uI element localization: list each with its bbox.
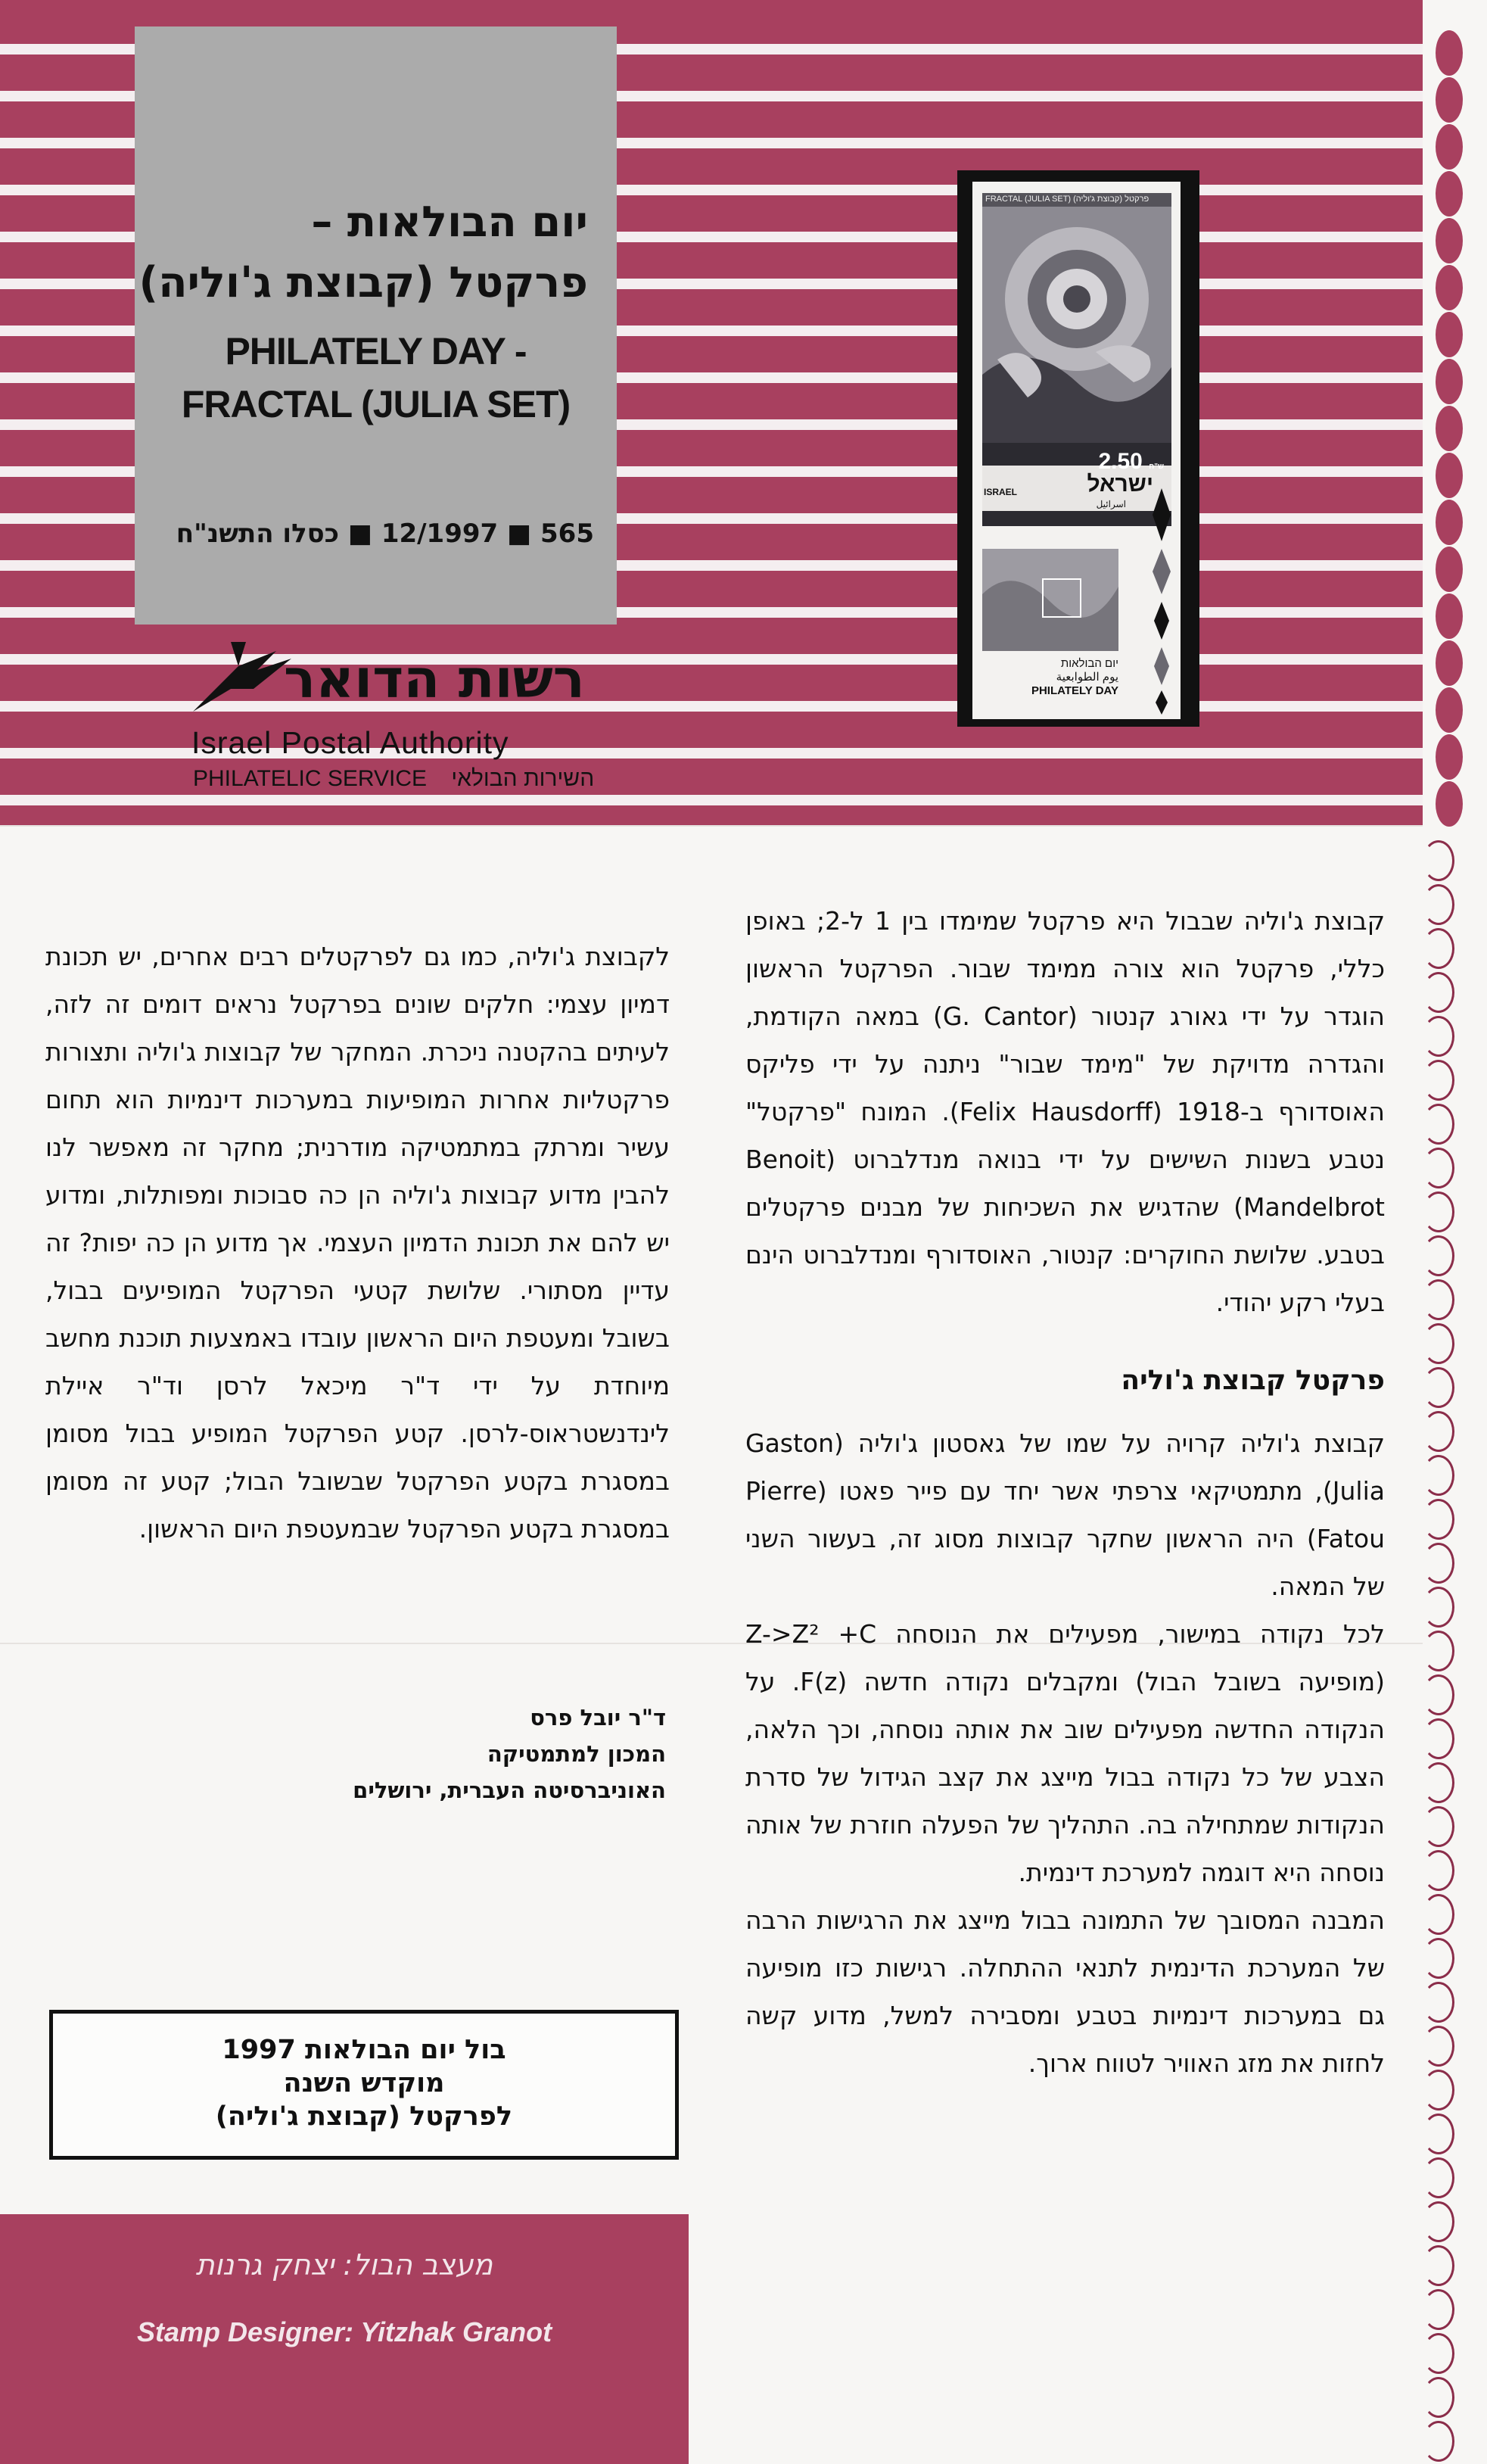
author-institute: המכון למתמטיקה — [487, 1741, 666, 1767]
perforation-arc — [1423, 1016, 1454, 1057]
perforation-arc — [1423, 2289, 1454, 2330]
perforation-tooth — [1436, 406, 1463, 451]
diamond-ornaments — [1146, 484, 1177, 719]
perforation-arc — [1423, 972, 1454, 1013]
perforation-arc — [1423, 1762, 1454, 1803]
perforation-tooth — [1436, 453, 1463, 498]
right-column — [745, 897, 1385, 2087]
perforation-arc — [1423, 1938, 1454, 1979]
perforation-arc — [1423, 1543, 1454, 1584]
designer-band — [0, 2214, 689, 2464]
stamp-header-text: FRACTAL (JULIA SET) (פרקטל (קבוצת ג'וליה — [985, 195, 1149, 204]
stamp-value: ש"ח 2.50 — [1098, 449, 1164, 474]
perforation-tooth — [1436, 312, 1463, 357]
perforation-arc — [1423, 2157, 1454, 2198]
left-column — [45, 933, 670, 1553]
separator-square-icon: ■ — [507, 519, 532, 549]
perforation-arcs — [1423, 825, 1487, 2464]
perforation-tooth — [1436, 593, 1463, 639]
perforation-arc — [1423, 1235, 1454, 1276]
perforation-arc — [1423, 1411, 1454, 1452]
designer-hebrew: מעצב הבול: יצחק גרנות — [195, 2248, 493, 2282]
intro-paragraph: קבוצת ג'וליה שבבול היא פרקטל שמימדו בין 1 ל-2; באופן כללי, פרקטל הוא צורה ממימד שבור. הפרקטל הראשון הוגדר על ידי גאורג קנטור (G. Cantor) במאה הקודמת, והגדרה מדויקת של "מימד שבור" ניתנה על ידי פליקס האוסדורף ב-1918 (Felix Hausdorff). המונח "פרקטל" נטבע בשנות השישים על ידי בנואה מנדלברוט (Benoit Mandelbrot) שהדגיש את השכיחות של מבנים פרקטלים בטבע. שלושת החוקרים: קנטור, האוסדורף ומנדלברוט הינם בעלי רקע יהודי. — [745, 906, 1386, 1317]
perforation-tooth — [1436, 218, 1463, 263]
box-line-2: מוקדש השנה — [283, 2068, 445, 2098]
perforation-arc — [1423, 884, 1454, 925]
perforation-arc — [1423, 1718, 1454, 1759]
fold-line — [0, 825, 1423, 827]
perforation-tooth — [1436, 734, 1463, 780]
tab-caption-hebrew: יום הבולאות — [1060, 657, 1118, 670]
issue-line — [176, 519, 594, 549]
service-english: PHILATELIC SERVICE — [193, 766, 427, 791]
perforation-arc — [1423, 2333, 1454, 2374]
perforation-arc — [1423, 1499, 1454, 1540]
perforation-arc — [1423, 1806, 1454, 1847]
stamp-currency: ש"ח — [1149, 463, 1164, 471]
separator-square-icon: ■ — [347, 519, 372, 549]
perforation-arc — [1423, 1060, 1454, 1101]
perforation-tooth — [1436, 124, 1463, 170]
perforation-arc — [1423, 1631, 1454, 1671]
issue-hebrew-date: כסלו התשנ"ח — [176, 519, 340, 549]
title-english-line1: PHILATELY DAY - — [225, 330, 527, 372]
perforation-arc — [1423, 840, 1454, 881]
perforation-arc — [1423, 1367, 1454, 1408]
philatelic-service — [193, 766, 594, 792]
perforation-arc — [1423, 2201, 1454, 2242]
perforation-arc — [1423, 1850, 1454, 1891]
perforation-arc — [1423, 1279, 1454, 1320]
perforation-tooth — [1436, 547, 1463, 592]
perforation-arc — [1423, 2070, 1454, 2110]
perforation-arc — [1423, 1455, 1454, 1496]
self-similarity-paragraph: לקבוצת ג'וליה, כמו גם לפרקטלים רבים אחרים, יש תכונת דמיון עצמי: חלקים שונים בפרקטל נראים דומים זה לזה, לעיתים בהקטנה ניכרת. המחקר של קבוצות ג'וליה ותצורות פרקטליות אחרות המופיעות במערכות דינמיות הוא תחום עשיר ומרתק במתמטיקה מודרנית; מחקר זה מאפשר לנו להבין מדוע קבוצות ג'וליה הן כה סבוכות ומפותלות, ומדוע יש להם את תכונת הדמיון העצמי. אך מדוע הן כה יפות? זה עדיין מסתורי. שלושת קטעי הפרקטל המופיעים בבול, בשובל ומעטפת היום הראשון עובדו באמצעות תוכנת מחשב מיוחדת על ידי ד"ר מיכאל לרסן וד"ר איילת לינדנשטראוס-לרסן. קטע הפרקטל המופיע בבול מסומן במסגרת בקטע הפרקטל שבשובל הבול; קטע זה מסומן במסגרת בקטע הפרקטל שבמעטפת היום הראשון. — [45, 942, 670, 1544]
title-english-line2: FRACTAL (JULIA SET) — [181, 383, 571, 425]
stamp-country-english: ISRAEL — [984, 487, 1018, 497]
perforation-arc — [1423, 2421, 1454, 2462]
perforation-arc — [1423, 1894, 1454, 1935]
issue-number: 565 — [540, 519, 594, 549]
stamp-tab-caption — [982, 657, 1118, 698]
perforation-tooth — [1436, 77, 1463, 123]
tab-caption-english: PHILATELY DAY — [1031, 684, 1118, 697]
authority-name-hebrew: רשות הדואר — [284, 648, 585, 710]
stripe — [0, 795, 1453, 805]
perforation-tooth — [1436, 500, 1463, 545]
section-heading: פרקטל קבוצת ג'וליה — [1121, 1365, 1385, 1396]
perforation-arc — [1423, 1982, 1454, 2023]
dedication-box — [49, 2010, 679, 2160]
perforation-arc — [1423, 1323, 1454, 1364]
tab-caption-arabic: يوم الطوابعية — [1056, 671, 1118, 684]
perforation-arc — [1423, 2377, 1454, 2418]
perforation-arc — [1423, 1674, 1454, 1715]
perforated-edge — [1423, 0, 1487, 825]
title-hebrew-line2: פרקטל (קבוצת ג'וליה) — [138, 258, 588, 307]
perforation-arc — [1423, 1587, 1454, 1628]
perforation-tooth — [1436, 359, 1463, 404]
issue-date: 12/1997 — [381, 519, 499, 549]
stamp-country-arabic: اسرائيل — [1096, 499, 1126, 509]
perforation-tooth — [1436, 687, 1463, 733]
perforation-arc — [1423, 2245, 1454, 2286]
title-panel — [135, 26, 617, 625]
stamp-image — [982, 193, 1171, 526]
perforation-tooth — [1436, 30, 1463, 76]
author-name: ד"ר יובל פרס — [530, 1705, 666, 1730]
designer-english: Stamp Designer: Yitzhak Granot — [136, 2316, 552, 2347]
author-signature — [45, 1699, 666, 1808]
authority-name-english: Israel Postal Authority — [191, 725, 509, 760]
perforation-tooth — [1436, 640, 1463, 686]
perforation-arc — [1423, 2114, 1454, 2154]
perforation-tooth — [1436, 171, 1463, 216]
postal-authority-logo — [170, 636, 624, 795]
perforation-arc — [1423, 1104, 1454, 1145]
perforation-arc — [1423, 1148, 1454, 1188]
title-hebrew-line1: יום הבולאות – — [311, 198, 588, 247]
julia-paragraph-1: קבוצת ג'וליה קרויה על שמו של גאסטון ג'וליה (Gaston Julia), מתמטיקאי צרפתי אשר יחד עם פייר פאטו (Pierre Fatou) היה הראשון שחקר קבוצות מסוג זה, בעשור השני של המאה. — [745, 1428, 1385, 1601]
dove-logo-icon — [185, 636, 299, 719]
box-line-1: בול יום הבולאות 1997 — [222, 2035, 506, 2065]
box-line-3: לפרקטל (קבוצת ג'וליה) — [215, 2101, 513, 2132]
perforation-tooth — [1436, 781, 1463, 827]
stamp-tab — [982, 549, 1118, 651]
julia-paragraph-2: לכל נקודה במישור, מפעילים את הנוסחה Z->Z² +C (מופיעה בשובל הבול) ומקבלים נקודה חדשה F(z). על הנקודה החדשה מפעילים שוב את אותה נוסחה, וכך הלאה, הצבע של כל נקודה בבול מייצג את קצב הגידול של סדרת הנקודות שמתחילה בה. התהליך של הפעלה חוזרת של אותה נוסחה היא דוגמה למערכת דינמית. — [745, 1619, 1386, 1887]
tab-fractal-image — [982, 549, 1118, 651]
service-hebrew: השירות הבולאי — [451, 766, 595, 791]
perforation-arc — [1423, 1192, 1454, 1232]
julia-paragraph-3: המבנה המסובך של התמונה בבול מייצג את הרגישות הרבה של המערכת הדינמית לתנאי ההתחלה. רגישות כזו מופיעה גם במערכות דינמיות בטבע ומסבירה למשל, מדוע קשה לחזות את מזג האוויר לטווח ארוך. — [745, 1905, 1385, 2078]
stamp-country-hebrew: ישראל — [1087, 472, 1153, 497]
perforation-tooth — [1436, 265, 1463, 310]
perforation-arc — [1423, 2026, 1454, 2067]
author-university: האוניברסיטה העברית, ירושלים — [353, 1777, 666, 1803]
perforation-arc — [1423, 928, 1454, 969]
